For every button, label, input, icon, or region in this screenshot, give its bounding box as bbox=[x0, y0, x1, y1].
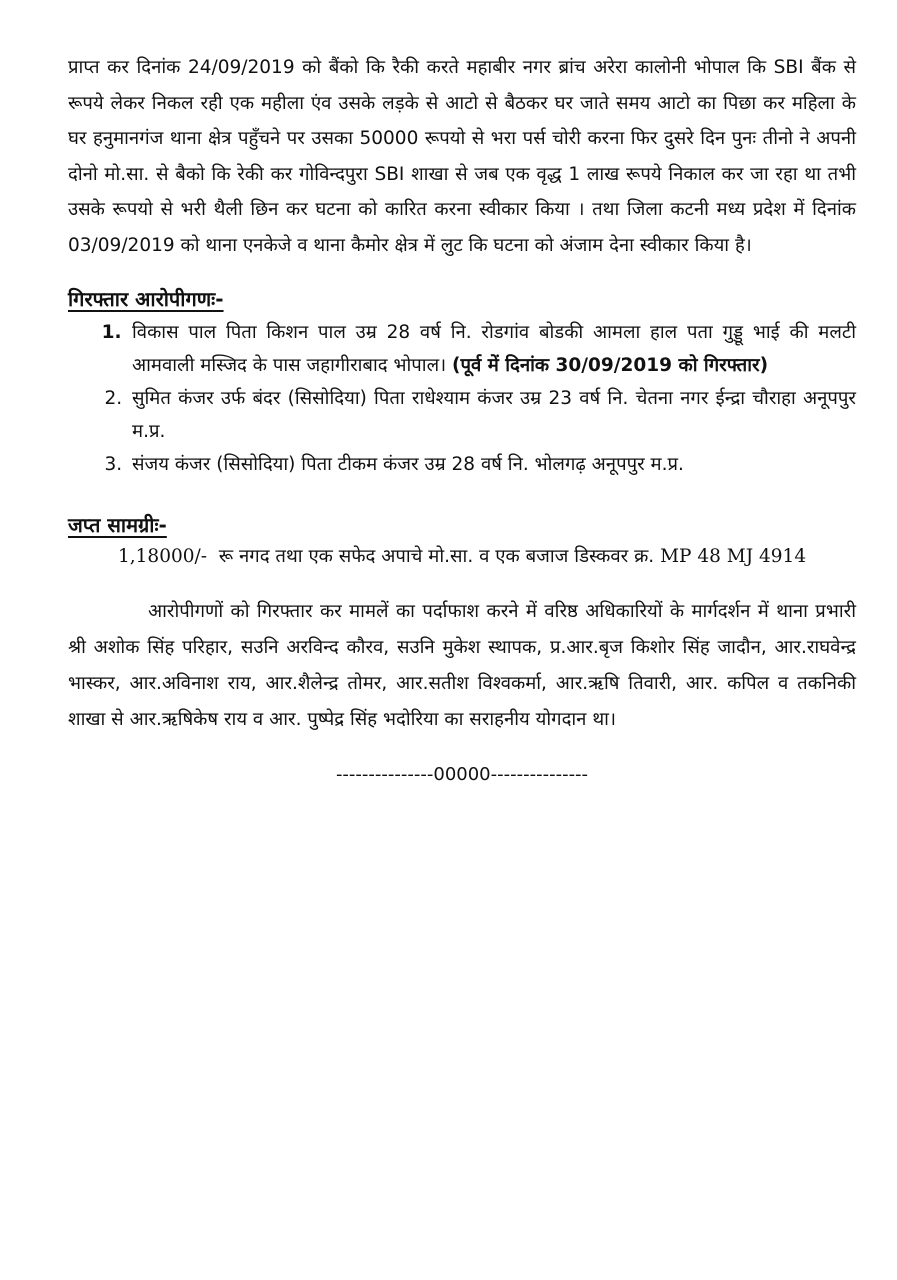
accused-item-note: (पूर्व में दिनांक 30/09/2019 को गिरफ्तार) bbox=[452, 355, 769, 376]
accused-item bbox=[128, 316, 856, 382]
accused-item-text: सुमित कंजर उर्फ बंदर (सिसोदिया) पिता राधेश्याम कंजर उम्र 23 वर्ष नि. चेतना नगर ईन्द्रा चौराहा अनूपपुर म.प्र. bbox=[132, 388, 856, 442]
accused-item bbox=[128, 448, 856, 481]
seized-amount: 1,18000/- bbox=[118, 546, 207, 567]
document-page bbox=[68, 50, 856, 785]
end-marker: ---------------00000--------------- bbox=[335, 764, 589, 785]
vehicle-number: MP 48 MJ 4914 bbox=[660, 546, 807, 567]
seized-items-text bbox=[68, 542, 856, 572]
accused-item-text: संजय कंजर (सिसोदिया) पिता टीकम कंजर उम्र 28 वर्ष नि. भोलगढ़ अनूपपुर म.प्र. bbox=[132, 454, 684, 475]
accused-item-text: विकास पाल पिता किशन पाल उम्र 28 वर्ष नि. रोडगांव बोडकी आमला हाल पता गुड्डू भाई की मलटी आमवाली मस्जिद के पास जहागीराबाद भोपाल। bbox=[132, 322, 856, 376]
seized-description: रू नगद तथा एक सफेद अपाचे मो.सा. व एक बजाज डिस्कवर क्र. bbox=[218, 546, 655, 567]
credits-paragraph: आरोपीगणों को गिरफ्तार कर मामलें का पर्दाफाश करने में वरिष्ठ अधिकारियों के मार्गदर्शन में थाना प्रभारी श्री अशोक सिंह परिहार, सउनि अरविन्द कौरव, सउनि मुकेश स्थापक, प्र.आर.बृज किशोर सिंह जादौन, आर.राघवेन्द्र भास्कर, आर.अविनाश राय, आर.शैलेन्द्र तोमर, आर.सतीश विश्वकर्मा, आर.ऋषि तिवारी, आर. कपिल व तकनिकी शाखा से आर.ऋषिकेष राय व आर. पुष्पेद्र सिंह भदोरिया का सराहनीय योगदान था। bbox=[68, 601, 856, 730]
arrested-heading: गिरफ्तार आरोपीगणः- bbox=[68, 287, 224, 311]
accused-item bbox=[128, 382, 856, 448]
intro-paragraph: प्राप्त कर दिनांक 24/09/2019 को बैंको कि रैकी करते महाबीर नगर ब्रांच अरेरा कालोनी भोपाल कि SBI बैंक से रूपये लेकर निकल रही एक महीला एंव उसके लड़के से आटो से बैठकर घर जाते समय आटो का पिछा कर महिला के घर हनुमानगंज थाना क्षेत्र पहुँचने पर उसका 50000 रूपयो से भरा पर्स चोरी करना फिर दुसरे दिन पुनः तीनो ने अपनी दोनो मो.सा. से बैको कि रेकी कर गोविन्दपुरा SBI शाखा से जब एक वृद्ध 1 लाख रूपये निकाल कर जा रहा था तभी उसके रूपयो से भरी थैली छिन कर घटना को कारित करना स्वीकार किया । तथा जिला कटनी मध्य प्रदेश में दिनांक 03/09/2019 को थाना एनकेजे व थाना कैमोर क्षेत्र में लुट कि घटना को अंजाम देना स्वीकार किया है। bbox=[68, 57, 856, 256]
seized-heading: जप्त सामग्रीः- bbox=[68, 513, 167, 537]
accused-list bbox=[68, 316, 856, 481]
